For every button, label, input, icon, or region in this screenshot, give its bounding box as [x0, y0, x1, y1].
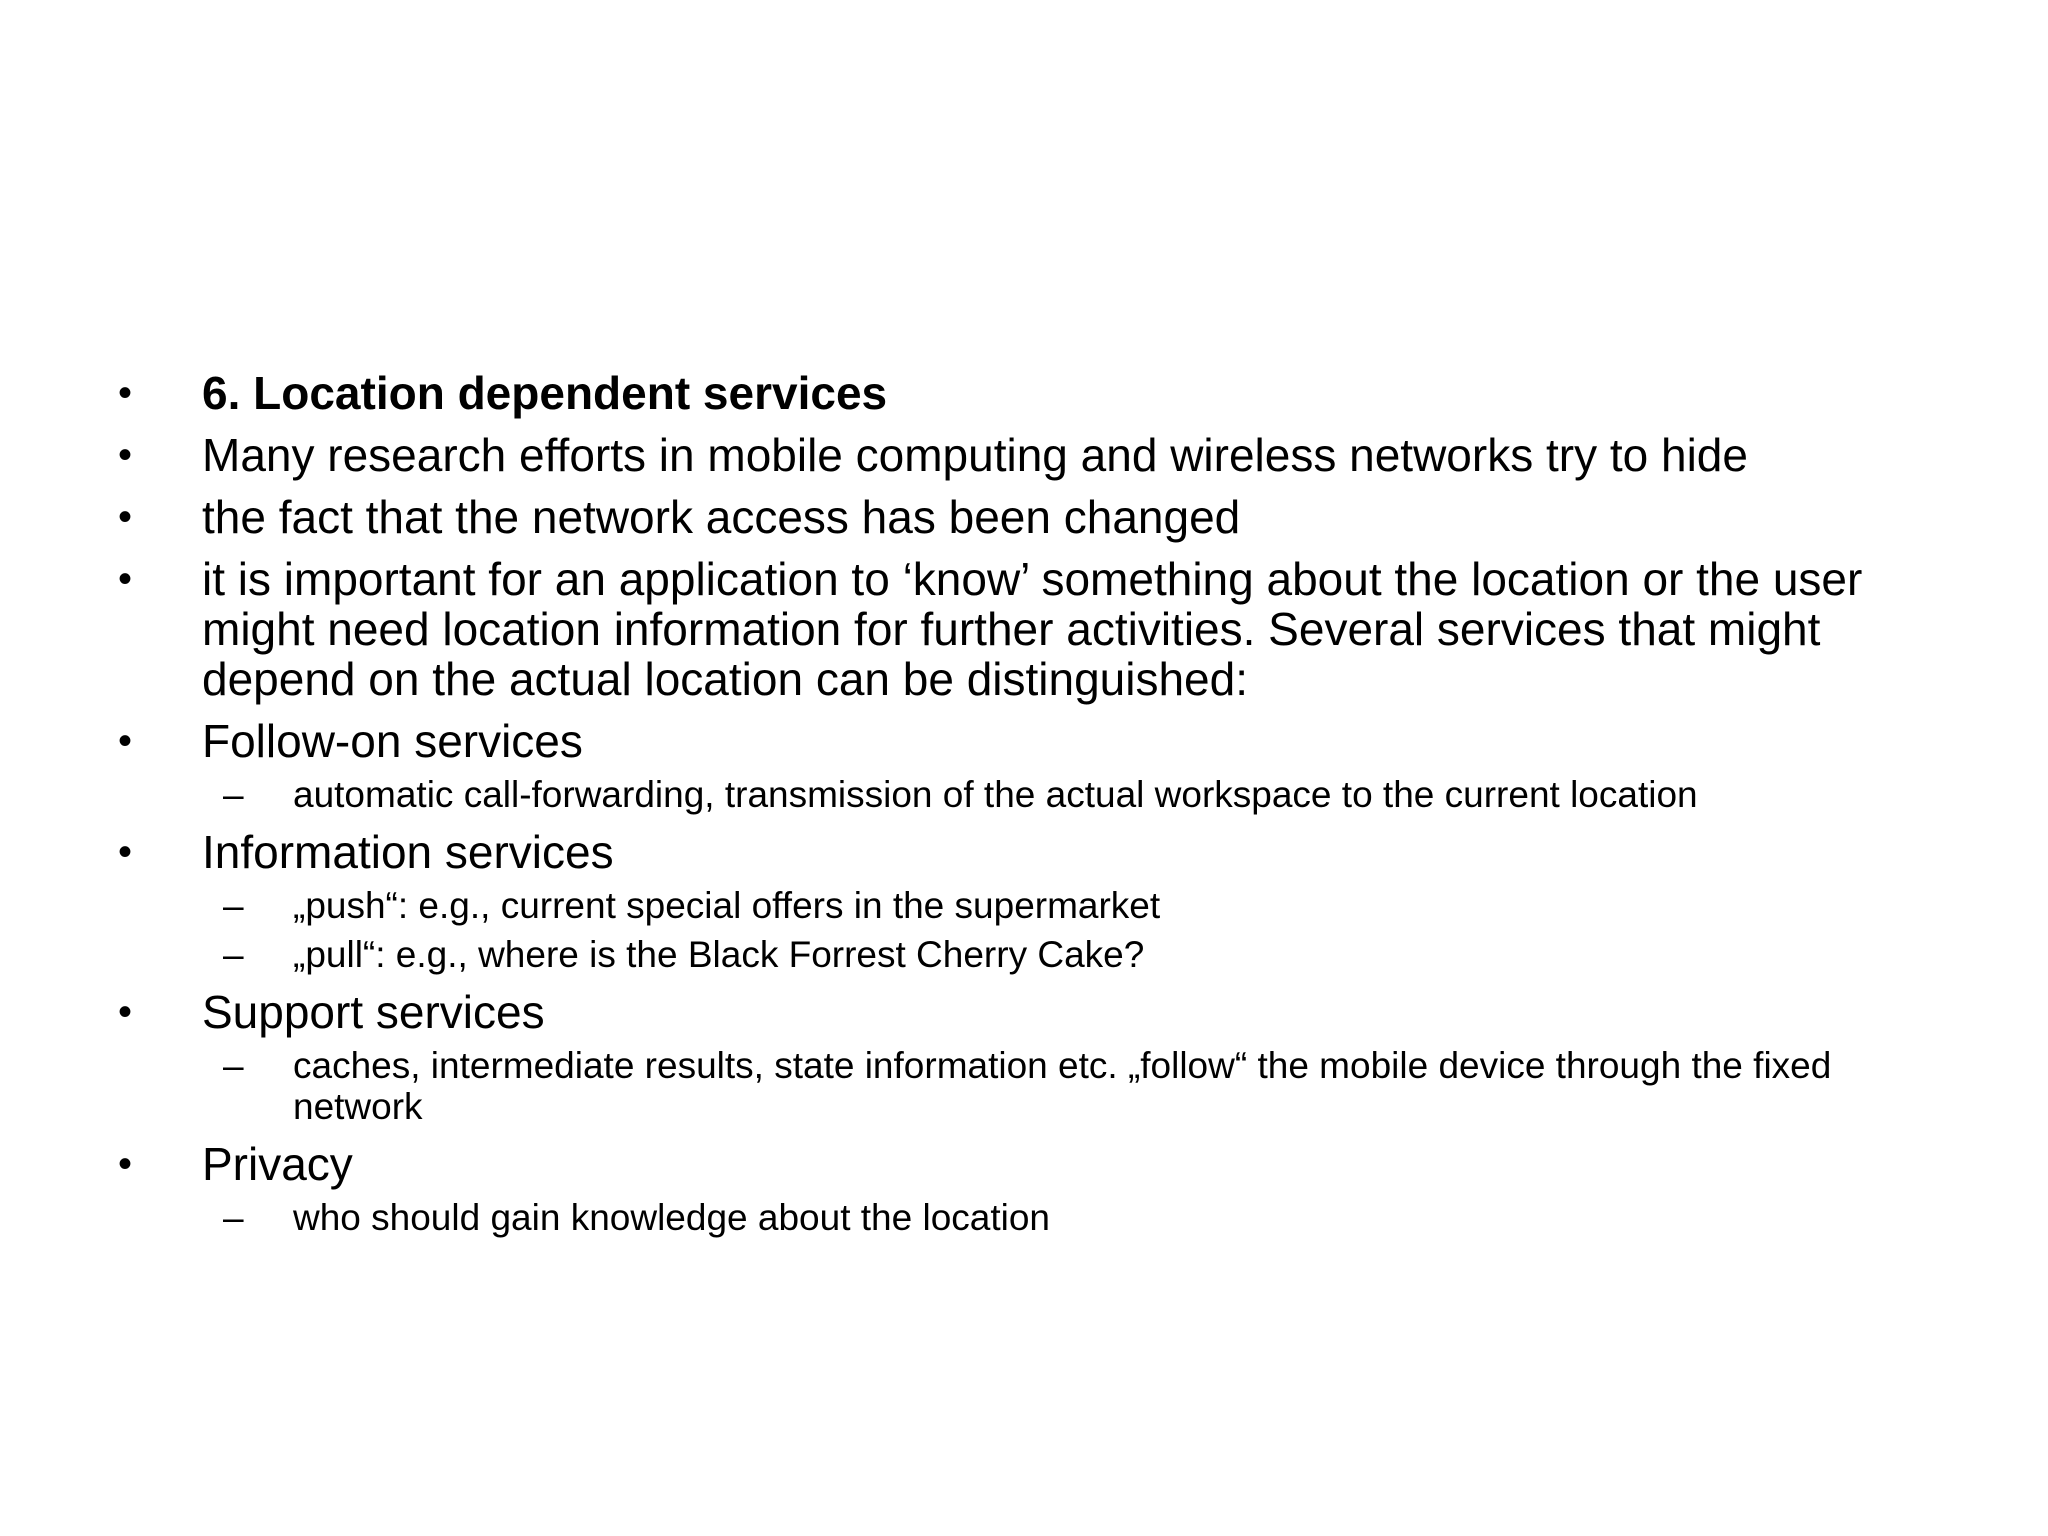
list-item: [118, 1139, 1908, 1189]
list-item-text: Many research efforts in mobile computing and wireless networks try to hide: [202, 429, 1748, 481]
sub-list-item-text: who should gain knowledge about the location: [293, 1197, 1051, 1238]
bullet-icon: •: [118, 719, 133, 763]
list-item: [118, 368, 1908, 418]
dash-icon: –: [223, 885, 244, 926]
list-item-text: Support services: [202, 986, 545, 1038]
sub-list-item: [223, 1045, 1908, 1127]
list-item-text: Information services: [202, 826, 614, 878]
list-item: [118, 827, 1908, 877]
list-item: [118, 987, 1908, 1037]
list-item: [118, 554, 1908, 704]
sub-list-item: [223, 1197, 1908, 1238]
list-item: [118, 492, 1908, 542]
sub-list-item: [223, 885, 1908, 926]
bullet-icon: •: [118, 830, 133, 874]
bullet-icon: •: [118, 495, 133, 539]
sub-list-item: [223, 934, 1908, 975]
list-item-text: it is important for an application to ‘know’ something about the location or the user might need location information for further activities. Several services that might depend on the actual location can be distinguished:: [202, 553, 1863, 705]
section-title: 6. Location dependent services: [202, 367, 888, 419]
list-item: [118, 716, 1908, 766]
bullet-list: [118, 368, 1908, 1250]
list-item-text: Privacy: [202, 1138, 353, 1190]
bullet-icon: •: [118, 1142, 133, 1186]
dash-icon: –: [223, 1045, 244, 1086]
dash-icon: –: [223, 934, 244, 975]
sub-list-item-text: automatic call-forwarding, transmission of the actual workspace to the current location: [293, 774, 1698, 815]
dash-icon: –: [223, 774, 244, 815]
sub-list-item-text: „push“: e.g., current special offers in the supermarket: [293, 885, 1161, 926]
bullet-icon: •: [118, 433, 133, 477]
list-item-text: Follow-on services: [202, 715, 583, 767]
sub-list-item-text: caches, intermediate results, state information etc. „follow“ the mobile device through the fixed network: [293, 1045, 1832, 1127]
sub-list-item: [223, 774, 1908, 815]
list-item-text: the fact that the network access has been changed: [202, 491, 1241, 543]
sub-list-item-text: „pull“: e.g., where is the Black Forrest Cherry Cake?: [293, 934, 1145, 975]
list-item: [118, 430, 1908, 480]
bullet-icon: •: [118, 990, 133, 1034]
bullet-icon: •: [118, 371, 133, 415]
bullet-icon: •: [118, 557, 133, 601]
dash-icon: –: [223, 1197, 244, 1238]
